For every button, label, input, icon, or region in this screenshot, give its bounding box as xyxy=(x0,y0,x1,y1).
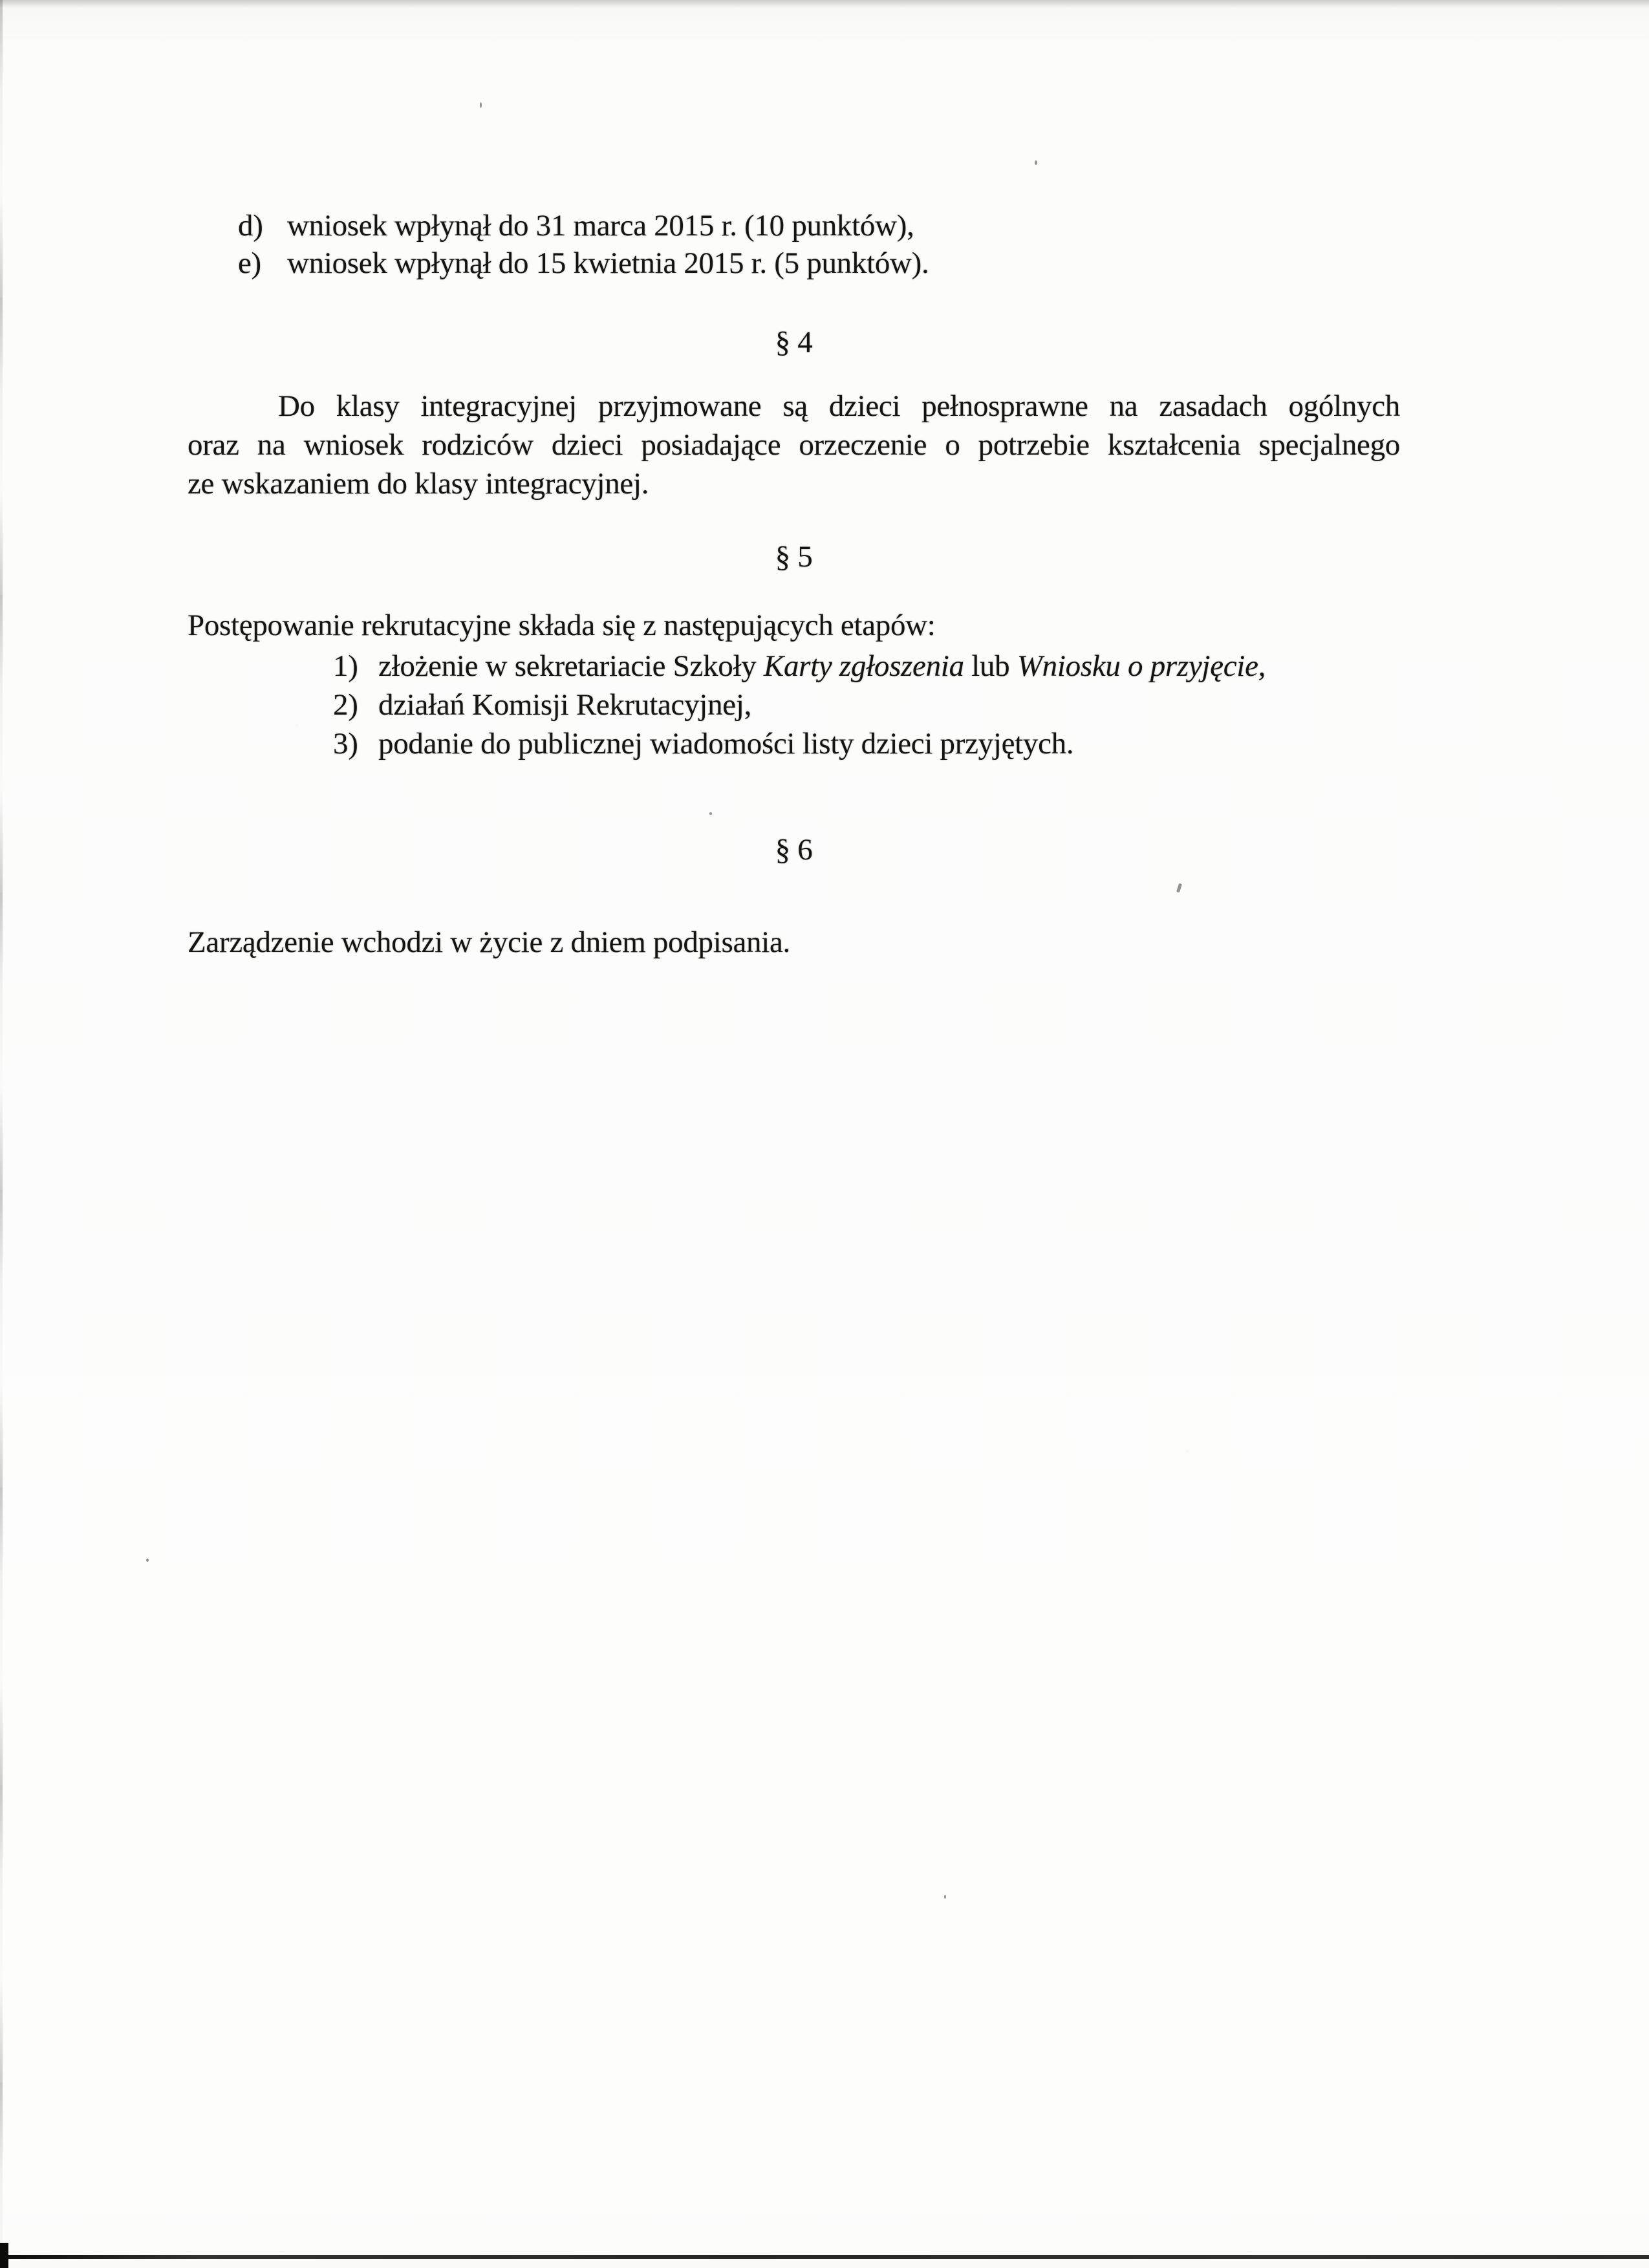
lettered-list xyxy=(238,207,929,282)
scan-speck xyxy=(709,812,712,815)
section-heading-6: § 6 xyxy=(775,833,813,867)
section-heading-4: § 4 xyxy=(775,325,813,359)
paragraph-line: Do klasy integracyjnej przyjmowane są dzieci pełnosprawne na zasadach ogólnych xyxy=(278,389,1400,423)
list-item-text-italic: Wniosku o przyjęcie, xyxy=(1017,649,1266,683)
list-item-text: podanie do publicznej wiadomości listy dzieci przyjętych. xyxy=(378,727,1074,761)
scan-top-edge-artifact xyxy=(0,0,1649,8)
list-item-text xyxy=(378,647,1266,686)
list-item-text-segment: złożenie w sekretariacie Szkoły xyxy=(378,649,764,683)
list-item-text: działań Komisji Rekrutacyjnej, xyxy=(378,688,752,722)
section-6-paragraph: Zarządzenie wchodzi w życie z dniem podpisania. xyxy=(188,925,791,959)
list-item-marker: 2) xyxy=(333,688,358,722)
scan-speck xyxy=(146,1559,149,1562)
list-item-text-italic: Karty zgłoszenia xyxy=(763,649,964,683)
list-item xyxy=(333,647,1266,686)
scan-speck xyxy=(480,102,482,108)
list-item-text: wniosek wpłynął do 15 kwietnia 2015 r. (5 punktów). xyxy=(287,246,929,280)
list-item xyxy=(333,724,1266,763)
scan-left-edge-artifact xyxy=(0,0,3,2268)
list-item-marker: 1) xyxy=(333,649,358,683)
section-4-paragraph xyxy=(188,387,1400,503)
section-heading-5: § 5 xyxy=(775,540,813,574)
paragraph-line: ze wskazaniem do klasy integracyjnej. xyxy=(188,467,649,501)
list-item-text: wniosek wpłynął do 31 marca 2015 r. (10 punktów), xyxy=(287,209,914,243)
scan-bottom-line-artifact xyxy=(0,2255,1649,2259)
numbered-list xyxy=(333,647,1266,763)
scan-speck xyxy=(1176,883,1182,893)
scan-speck xyxy=(1035,160,1037,165)
list-item-marker: 3) xyxy=(333,727,358,761)
paragraph-line: oraz na wniosek rodziców dzieci posiadające orzeczenie o potrzebie kształcenia specjalnego xyxy=(188,428,1400,462)
list-item-marker: d) xyxy=(238,209,263,243)
scan-corner-mark-artifact xyxy=(0,2243,8,2268)
list-item-marker: e) xyxy=(238,246,261,280)
section-5-intro: Postępowanie rekrutacyjne składa się z następujących etapów: xyxy=(188,609,936,642)
list-item-text-segment: lub xyxy=(964,649,1017,683)
list-item xyxy=(238,207,929,244)
list-item xyxy=(333,686,1266,724)
list-item xyxy=(238,244,929,282)
scan-speck xyxy=(944,1895,946,1899)
